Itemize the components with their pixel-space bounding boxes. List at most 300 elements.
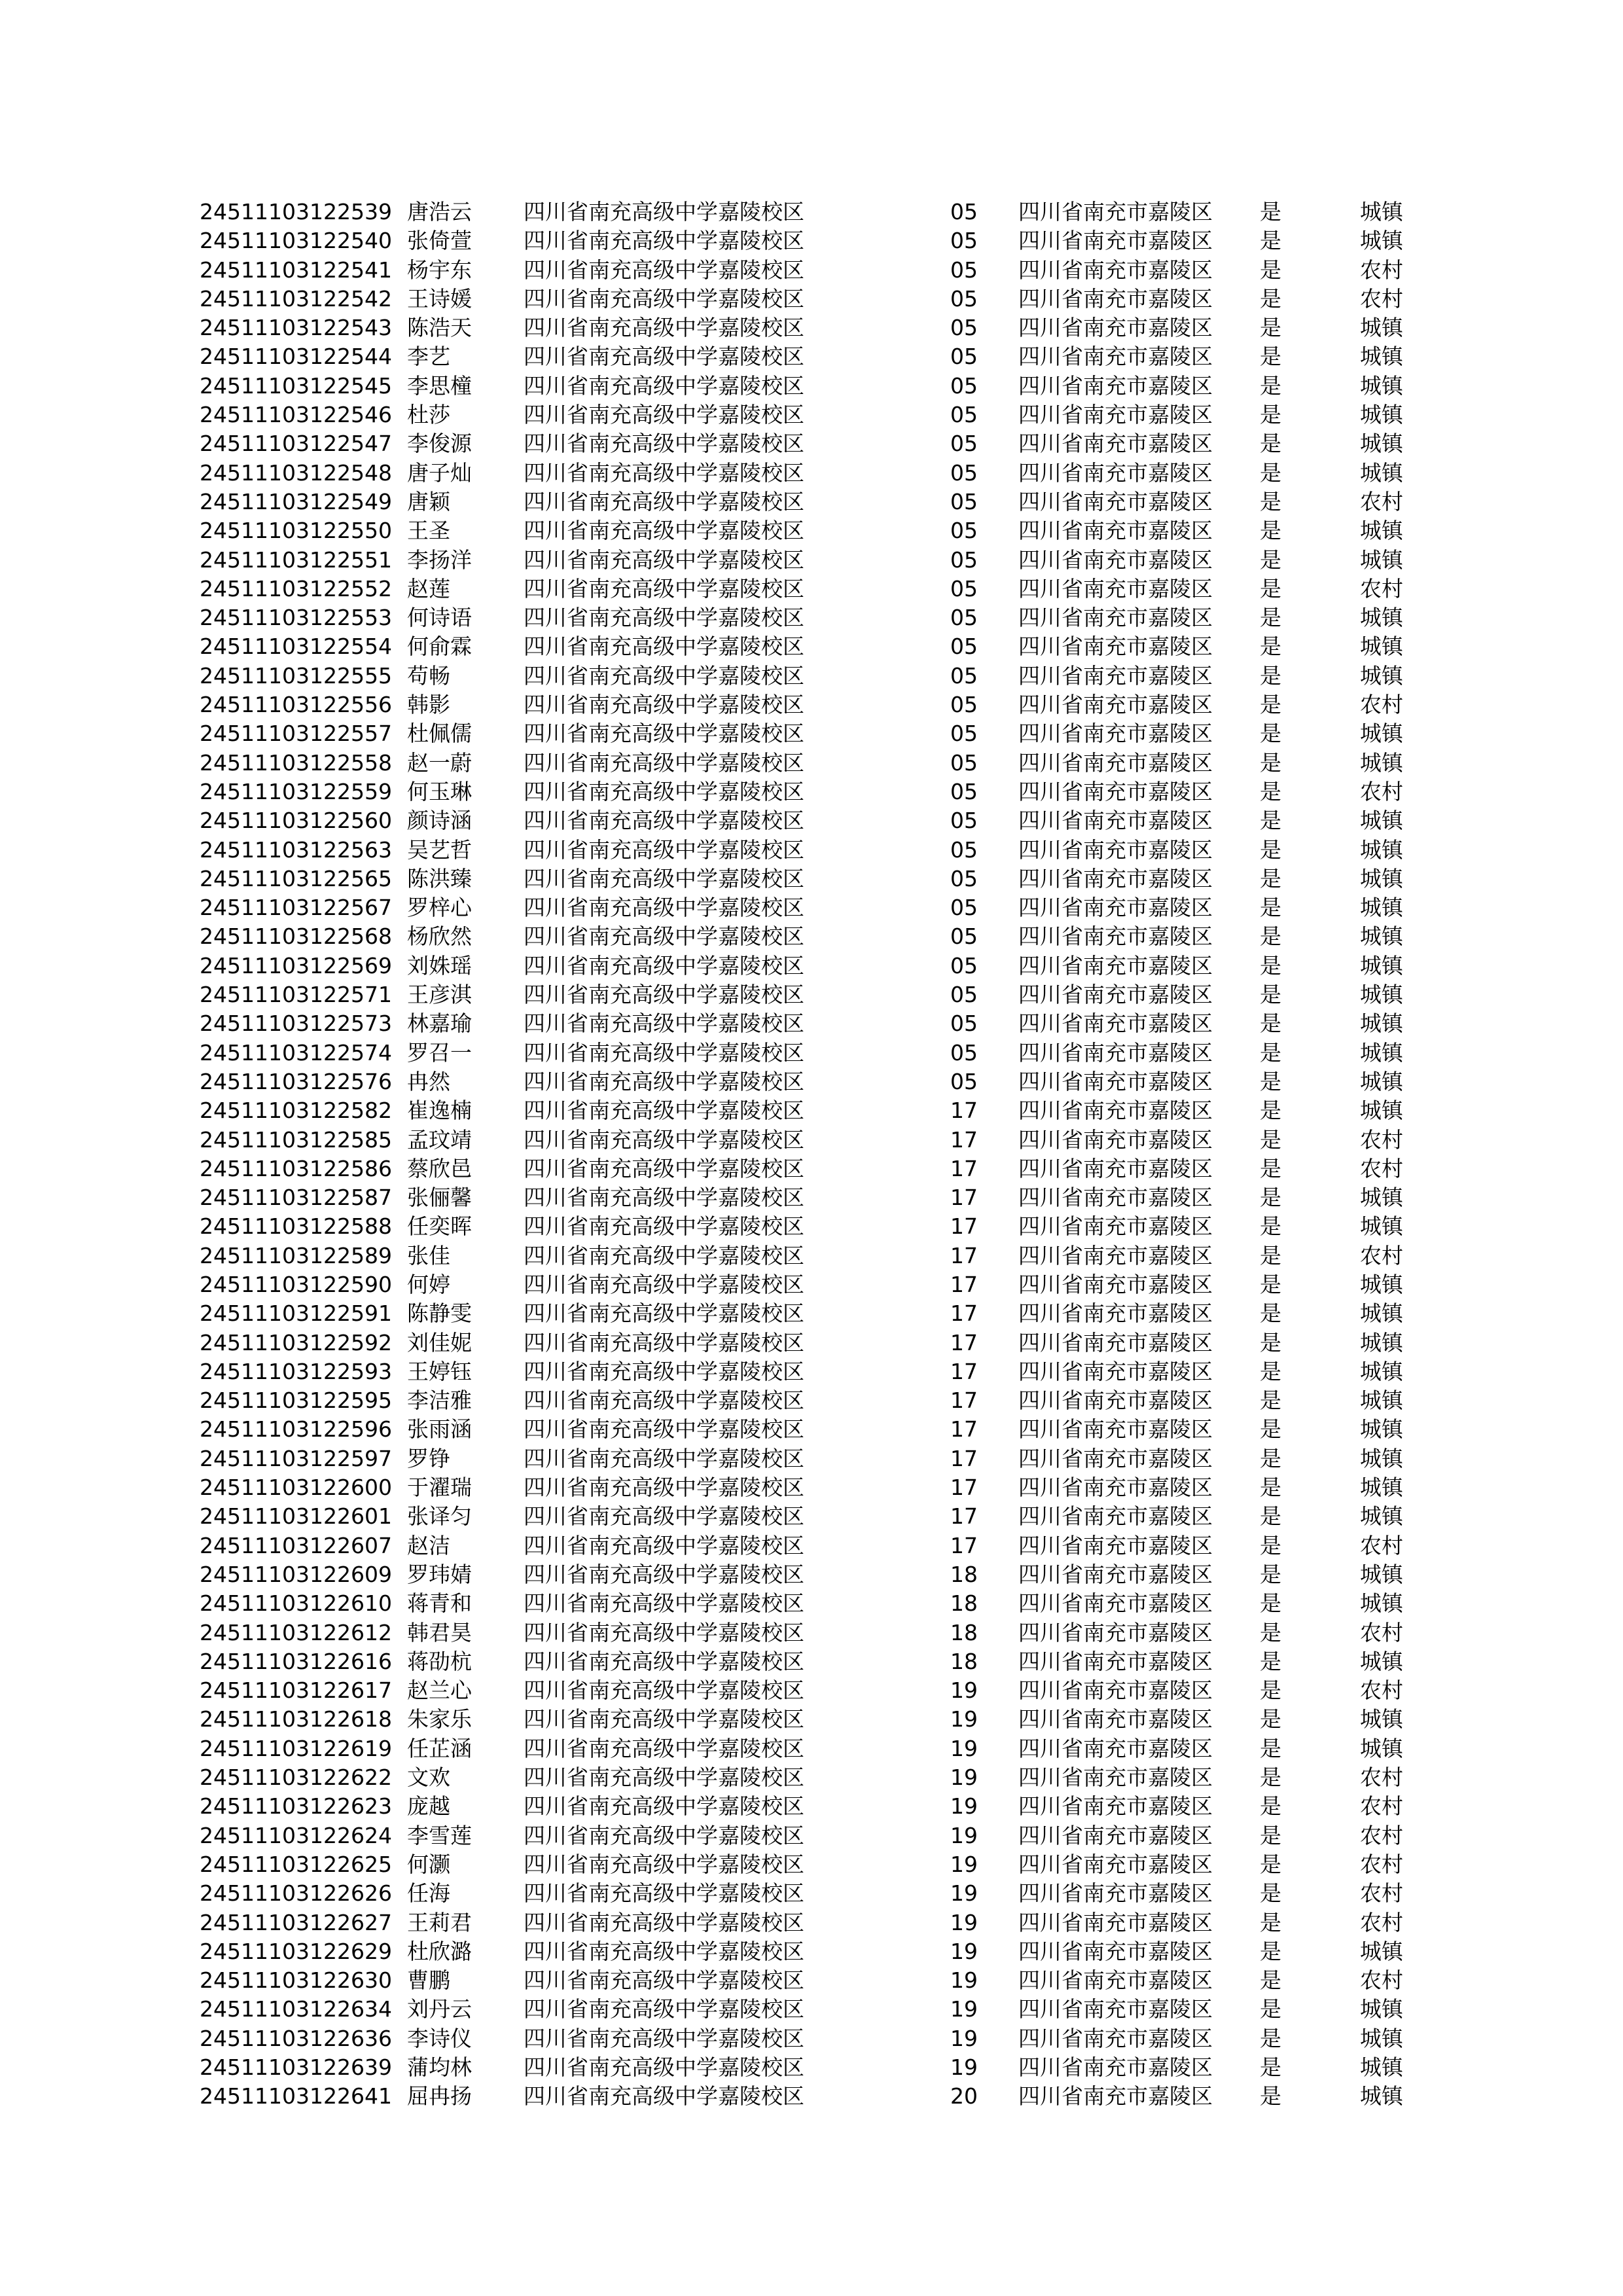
eligibility-flag: 是 [1260,778,1281,804]
category-code: 19 [950,1735,978,1761]
eligibility-flag: 是 [1260,257,1281,283]
student-id: 24511103122629 [200,1938,392,1964]
table-row [0,632,1623,661]
household-type: 城镇 [1360,2083,1403,2109]
category-code: 05 [950,749,978,776]
category-code: 19 [950,1851,978,1877]
table-row [0,778,1623,806]
region-name: 四川省南充市嘉陵区 [1018,692,1213,718]
region-name: 四川省南充市嘉陵区 [1018,1648,1213,1674]
household-type: 城镇 [1360,372,1403,399]
category-code: 17 [950,1503,978,1530]
eligibility-flag: 是 [1260,982,1281,1008]
table-row [0,1502,1623,1531]
table-row [0,546,1623,575]
student-name: 李思橦 [407,372,472,399]
eligibility-flag: 是 [1260,1155,1281,1181]
table-row [0,1909,1623,1937]
student-name: 李俊源 [407,431,472,457]
region-name: 四川省南充市嘉陵区 [1018,1822,1213,1848]
student-name: 何玉琳 [407,778,472,804]
household-type: 城镇 [1360,1213,1403,1240]
household-type: 城镇 [1360,982,1403,1008]
school-name: 四川省南充高级中学嘉陵校区 [524,2025,804,2051]
region-name: 四川省南充市嘉陵区 [1018,1909,1213,1935]
student-name: 陈浩天 [407,315,472,341]
student-id: 24511103122563 [200,836,392,863]
table-row [0,1676,1623,1705]
student-id: 24511103122622 [200,1765,392,1791]
eligibility-flag: 是 [1260,1068,1281,1094]
category-code: 05 [950,1068,978,1094]
school-name: 四川省南充高级中学嘉陵校区 [524,1503,804,1530]
student-id: 24511103122630 [200,1967,392,1994]
school-name: 四川省南充高级中学嘉陵校区 [524,1242,804,1268]
category-code: 05 [950,952,978,978]
category-code: 05 [950,285,978,312]
region-name: 四川省南充市嘉陵区 [1018,372,1213,399]
table-row [0,603,1623,632]
table-row [0,285,1623,314]
category-code: 20 [950,2083,978,2109]
school-name: 四川省南充高级中学嘉陵校区 [524,1648,804,1674]
eligibility-flag: 是 [1260,1822,1281,1848]
eligibility-flag: 是 [1260,488,1281,514]
region-name: 四川省南充市嘉陵区 [1018,1126,1213,1153]
eligibility-flag: 是 [1260,1416,1281,1443]
student-name: 王诗媛 [407,285,472,312]
school-name: 四川省南充高级中学嘉陵校区 [524,1677,804,1704]
region-name: 四川省南充市嘉陵区 [1018,1561,1213,1587]
table-row [0,749,1623,778]
student-id: 24511103122591 [200,1300,392,1327]
student-name: 罗玮婧 [407,1561,472,1587]
student-id: 24511103122639 [200,2054,392,2080]
eligibility-flag: 是 [1260,344,1281,370]
region-name: 四川省南充市嘉陵区 [1018,1590,1213,1617]
table-row [0,1532,1623,1560]
household-type: 农村 [1360,257,1403,283]
student-id: 24511103122549 [200,488,392,514]
category-code: 17 [950,1155,978,1181]
category-code: 17 [950,1358,978,1384]
table-row [0,1270,1623,1299]
table-row [0,314,1623,342]
table-row [0,1647,1623,1676]
student-id: 24511103122573 [200,1011,392,1037]
household-type: 城镇 [1360,924,1403,950]
student-name: 罗梓心 [407,895,472,921]
school-name: 四川省南充高级中学嘉陵校区 [524,1793,804,1820]
eligibility-flag: 是 [1260,1532,1281,1558]
student-id: 24511103122543 [200,315,392,341]
student-id: 24511103122554 [200,634,392,660]
table-row [0,1242,1623,1270]
household-type: 农村 [1360,1793,1403,1820]
household-type: 城镇 [1360,1011,1403,1037]
student-name: 张佳 [407,1242,450,1268]
eligibility-flag: 是 [1260,459,1281,486]
student-id: 24511103122586 [200,1155,392,1181]
region-name: 四川省南充市嘉陵区 [1018,518,1213,544]
category-code: 17 [950,1329,978,1355]
table-row [0,372,1623,401]
school-name: 四川省南充高级中学嘉陵校区 [524,895,804,921]
household-type: 城镇 [1360,1445,1403,1471]
region-name: 四川省南充市嘉陵区 [1018,1503,1213,1530]
table-row [0,226,1623,255]
table-row [0,1705,1623,1734]
student-name: 王莉君 [407,1909,472,1935]
school-name: 四川省南充高级中学嘉陵校区 [524,1735,804,1761]
eligibility-flag: 是 [1260,952,1281,978]
table-row [0,1415,1623,1444]
household-type: 城镇 [1360,1388,1403,1414]
eligibility-flag: 是 [1260,1185,1281,1211]
school-name: 四川省南充高级中学嘉陵校区 [524,1967,804,1994]
table-row [0,1879,1623,1908]
household-type: 城镇 [1360,1068,1403,1094]
student-name: 罗召一 [407,1039,472,1066]
household-type: 城镇 [1360,1735,1403,1761]
student-id: 24511103122607 [200,1532,392,1558]
eligibility-flag: 是 [1260,1503,1281,1530]
student-name: 唐浩云 [407,199,472,224]
student-name: 曹鹏 [407,1967,450,1994]
region-name: 四川省南充市嘉陵区 [1018,488,1213,514]
student-name: 庞越 [407,1793,450,1820]
table-row [0,1444,1623,1473]
region-name: 四川省南充市嘉陵区 [1018,1039,1213,1066]
school-name: 四川省南充高级中学嘉陵校区 [524,692,804,718]
category-code: 17 [950,1445,978,1471]
student-id: 24511103122587 [200,1185,392,1211]
category-code: 05 [950,692,978,718]
school-name: 四川省南充高级中学嘉陵校区 [524,1475,804,1501]
household-type: 城镇 [1360,836,1403,863]
category-code: 17 [950,1242,978,1268]
eligibility-flag: 是 [1260,1765,1281,1791]
category-code: 05 [950,662,978,689]
household-type: 农村 [1360,1532,1403,1558]
table-row [0,662,1623,691]
table-row [0,1212,1623,1241]
school-name: 四川省南充高级中学嘉陵校区 [524,1155,804,1181]
student-id: 24511103122571 [200,982,392,1008]
region-name: 四川省南充市嘉陵区 [1018,1677,1213,1704]
household-type: 城镇 [1360,228,1403,254]
school-name: 四川省南充高级中学嘉陵校区 [524,778,804,804]
table-row [0,1183,1623,1212]
school-name: 四川省南充高级中学嘉陵校区 [524,924,804,950]
student-name: 屈冉扬 [407,2083,472,2109]
region-name: 四川省南充市嘉陵区 [1018,2083,1213,2109]
region-name: 四川省南充市嘉陵区 [1018,1880,1213,1907]
eligibility-flag: 是 [1260,1271,1281,1297]
school-name: 四川省南充高级中学嘉陵校区 [524,1185,804,1211]
table-row [0,893,1623,922]
eligibility-flag: 是 [1260,808,1281,834]
student-id: 24511103122636 [200,2025,392,2051]
region-name: 四川省南充市嘉陵区 [1018,1358,1213,1384]
category-code: 05 [950,518,978,544]
student-id: 24511103122624 [200,1822,392,1848]
school-name: 四川省南充高级中学嘉陵校区 [524,228,804,254]
category-code: 05 [950,575,978,601]
school-name: 四川省南充高级中学嘉陵校区 [524,575,804,601]
household-type: 城镇 [1360,2025,1403,2051]
student-id: 24511103122559 [200,778,392,804]
school-name: 四川省南充高级中学嘉陵校区 [524,1416,804,1443]
student-id: 24511103122641 [200,2083,392,2109]
student-id: 24511103122544 [200,344,392,370]
category-code: 19 [950,2025,978,2051]
category-code: 19 [950,1967,978,1994]
table-row [0,952,1623,980]
eligibility-flag: 是 [1260,662,1281,689]
household-type: 农村 [1360,488,1403,514]
student-name: 杨宇东 [407,257,472,283]
region-name: 四川省南充市嘉陵区 [1018,1938,1213,1964]
student-name: 何灏 [407,1851,450,1877]
table-row [0,488,1623,516]
school-name: 四川省南充高级中学嘉陵校区 [524,1068,804,1094]
eligibility-flag: 是 [1260,1329,1281,1355]
region-name: 四川省南充市嘉陵区 [1018,1271,1213,1297]
student-id: 24511103122568 [200,924,392,950]
household-type: 农村 [1360,575,1403,601]
school-name: 四川省南充高级中学嘉陵校区 [524,315,804,341]
region-name: 四川省南充市嘉陵区 [1018,228,1213,254]
region-name: 四川省南充市嘉陵区 [1018,924,1213,950]
table-row [0,1560,1623,1589]
household-type: 农村 [1360,1765,1403,1791]
category-code: 17 [950,1300,978,1327]
student-id: 24511103122593 [200,1358,392,1384]
region-name: 四川省南充市嘉陵区 [1018,1329,1213,1355]
student-id: 24511103122558 [200,749,392,776]
school-name: 四川省南充高级中学嘉陵校区 [524,1098,804,1124]
table-row [0,1126,1623,1155]
household-type: 城镇 [1360,199,1403,224]
student-name: 任海 [407,1880,450,1907]
household-type: 城镇 [1360,865,1403,891]
school-name: 四川省南充高级中学嘉陵校区 [524,285,804,312]
student-name: 杜佩儒 [407,721,472,747]
eligibility-flag: 是 [1260,1996,1281,2022]
table-row [0,401,1623,429]
table-row [0,806,1623,835]
student-name: 杜莎 [407,402,450,428]
student-id: 24511103122550 [200,518,392,544]
school-name: 四川省南充高级中学嘉陵校区 [524,1011,804,1037]
school-name: 四川省南充高级中学嘉陵校区 [524,1561,804,1587]
household-type: 农村 [1360,1155,1403,1181]
table-row [0,1589,1623,1618]
student-id: 24511103122618 [200,1706,392,1732]
school-name: 四川省南充高级中学嘉陵校区 [524,982,804,1008]
region-name: 四川省南充市嘉陵区 [1018,1765,1213,1791]
region-name: 四川省南充市嘉陵区 [1018,1706,1213,1732]
category-code: 05 [950,924,978,950]
eligibility-flag: 是 [1260,431,1281,457]
student-name: 赵洁 [407,1532,450,1558]
eligibility-flag: 是 [1260,372,1281,399]
student-name: 杜欣潞 [407,1938,472,1964]
region-name: 四川省南充市嘉陵区 [1018,1793,1213,1820]
category-code: 05 [950,257,978,283]
household-type: 城镇 [1360,1300,1403,1327]
table-row [0,836,1623,865]
region-name: 四川省南充市嘉陵区 [1018,2054,1213,2080]
region-name: 四川省南充市嘉陵区 [1018,1475,1213,1501]
household-type: 城镇 [1360,1098,1403,1124]
category-code: 05 [950,459,978,486]
category-code: 17 [950,1213,978,1240]
student-id: 24511103122557 [200,721,392,747]
table-row [0,342,1623,371]
category-code: 19 [950,1765,978,1791]
student-name: 李扬洋 [407,547,472,573]
category-code: 05 [950,547,978,573]
school-name: 四川省南充高级中学嘉陵校区 [524,1213,804,1240]
school-name: 四川省南充高级中学嘉陵校区 [524,1590,804,1617]
student-id: 24511103122634 [200,1996,392,2022]
student-name: 孟玟靖 [407,1126,472,1153]
eligibility-flag: 是 [1260,315,1281,341]
table-row [0,516,1623,545]
student-name: 李诗仪 [407,2025,472,2051]
category-code: 05 [950,605,978,631]
region-name: 四川省南充市嘉陵区 [1018,1185,1213,1211]
household-type: 农村 [1360,1851,1403,1877]
household-type: 城镇 [1360,1590,1403,1617]
table-row [0,1937,1623,1966]
student-name: 王彦淇 [407,982,472,1008]
region-name: 四川省南充市嘉陵区 [1018,402,1213,428]
household-type: 农村 [1360,285,1403,312]
table-row [0,1299,1623,1328]
school-name: 四川省南充高级中学嘉陵校区 [524,1388,804,1414]
category-code: 19 [950,1793,978,1820]
category-code: 05 [950,431,978,457]
household-type: 城镇 [1360,315,1403,341]
table-row [0,1792,1623,1821]
region-name: 四川省南充市嘉陵区 [1018,605,1213,631]
household-type: 城镇 [1360,402,1403,428]
household-type: 城镇 [1360,518,1403,544]
household-type: 城镇 [1360,1416,1403,1443]
student-name: 苟畅 [407,662,450,689]
category-code: 17 [950,1126,978,1153]
region-name: 四川省南充市嘉陵区 [1018,315,1213,341]
region-name: 四川省南充市嘉陵区 [1018,836,1213,863]
eligibility-flag: 是 [1260,2025,1281,2051]
school-name: 四川省南充高级中学嘉陵校区 [524,518,804,544]
student-id: 24511103122626 [200,1880,392,1907]
student-id: 24511103122609 [200,1561,392,1587]
category-code: 05 [950,808,978,834]
student-id: 24511103122560 [200,808,392,834]
student-id: 24511103122601 [200,1503,392,1530]
table-row [0,1995,1623,2024]
student-id: 24511103122588 [200,1213,392,1240]
region-name: 四川省南充市嘉陵区 [1018,1445,1213,1471]
table-row [0,922,1623,951]
eligibility-flag: 是 [1260,1590,1281,1617]
student-id: 24511103122546 [200,402,392,428]
household-type: 城镇 [1360,1648,1403,1674]
region-name: 四川省南充市嘉陵区 [1018,895,1213,921]
eligibility-flag: 是 [1260,1300,1281,1327]
eligibility-flag: 是 [1260,605,1281,631]
household-type: 农村 [1360,1967,1403,1994]
eligibility-flag: 是 [1260,692,1281,718]
category-code: 18 [950,1648,978,1674]
student-id: 24511103122551 [200,547,392,573]
student-id: 24511103122596 [200,1416,392,1443]
eligibility-flag: 是 [1260,1706,1281,1732]
category-code: 17 [950,1475,978,1501]
category-code: 17 [950,1098,978,1124]
student-id: 24511103122552 [200,575,392,601]
student-name: 冉然 [407,1068,450,1094]
category-code: 19 [950,1909,978,1935]
household-type: 城镇 [1360,952,1403,978]
eligibility-flag: 是 [1260,1561,1281,1587]
category-code: 19 [950,1938,978,1964]
student-id: 24511103122589 [200,1242,392,1268]
region-name: 四川省南充市嘉陵区 [1018,2025,1213,2051]
school-name: 四川省南充高级中学嘉陵校区 [524,1938,804,1964]
category-code: 05 [950,836,978,863]
region-name: 四川省南充市嘉陵区 [1018,865,1213,891]
student-name: 唐颖 [407,488,450,514]
household-type: 城镇 [1360,1039,1403,1066]
region-name: 四川省南充市嘉陵区 [1018,1068,1213,1094]
category-code: 05 [950,778,978,804]
region-name: 四川省南充市嘉陵区 [1018,1735,1213,1761]
eligibility-flag: 是 [1260,836,1281,863]
table-row [0,719,1623,748]
household-type: 农村 [1360,1126,1403,1153]
eligibility-flag: 是 [1260,285,1281,312]
student-name: 李艺 [407,344,450,370]
household-type: 城镇 [1360,1938,1403,1964]
region-name: 四川省南充市嘉陵区 [1018,1996,1213,2022]
household-type: 城镇 [1360,634,1403,660]
table-row [0,2082,1623,2111]
student-name: 朱家乐 [407,1706,472,1732]
household-type: 城镇 [1360,1561,1403,1587]
school-name: 四川省南充高级中学嘉陵校区 [524,1445,804,1471]
household-type: 农村 [1360,1619,1403,1645]
region-name: 四川省南充市嘉陵区 [1018,199,1213,224]
eligibility-flag: 是 [1260,1445,1281,1471]
household-type: 农村 [1360,1677,1403,1704]
category-code: 05 [950,721,978,747]
region-name: 四川省南充市嘉陵区 [1018,285,1213,312]
student-id: 24511103122617 [200,1677,392,1704]
school-name: 四川省南充高级中学嘉陵校区 [524,1358,804,1384]
category-code: 05 [950,228,978,254]
region-name: 四川省南充市嘉陵区 [1018,749,1213,776]
school-name: 四川省南充高级中学嘉陵校区 [524,431,804,457]
student-name: 张俪馨 [407,1185,472,1211]
school-name: 四川省南充高级中学嘉陵校区 [524,1996,804,2022]
category-code: 05 [950,199,978,224]
category-code: 05 [950,315,978,341]
